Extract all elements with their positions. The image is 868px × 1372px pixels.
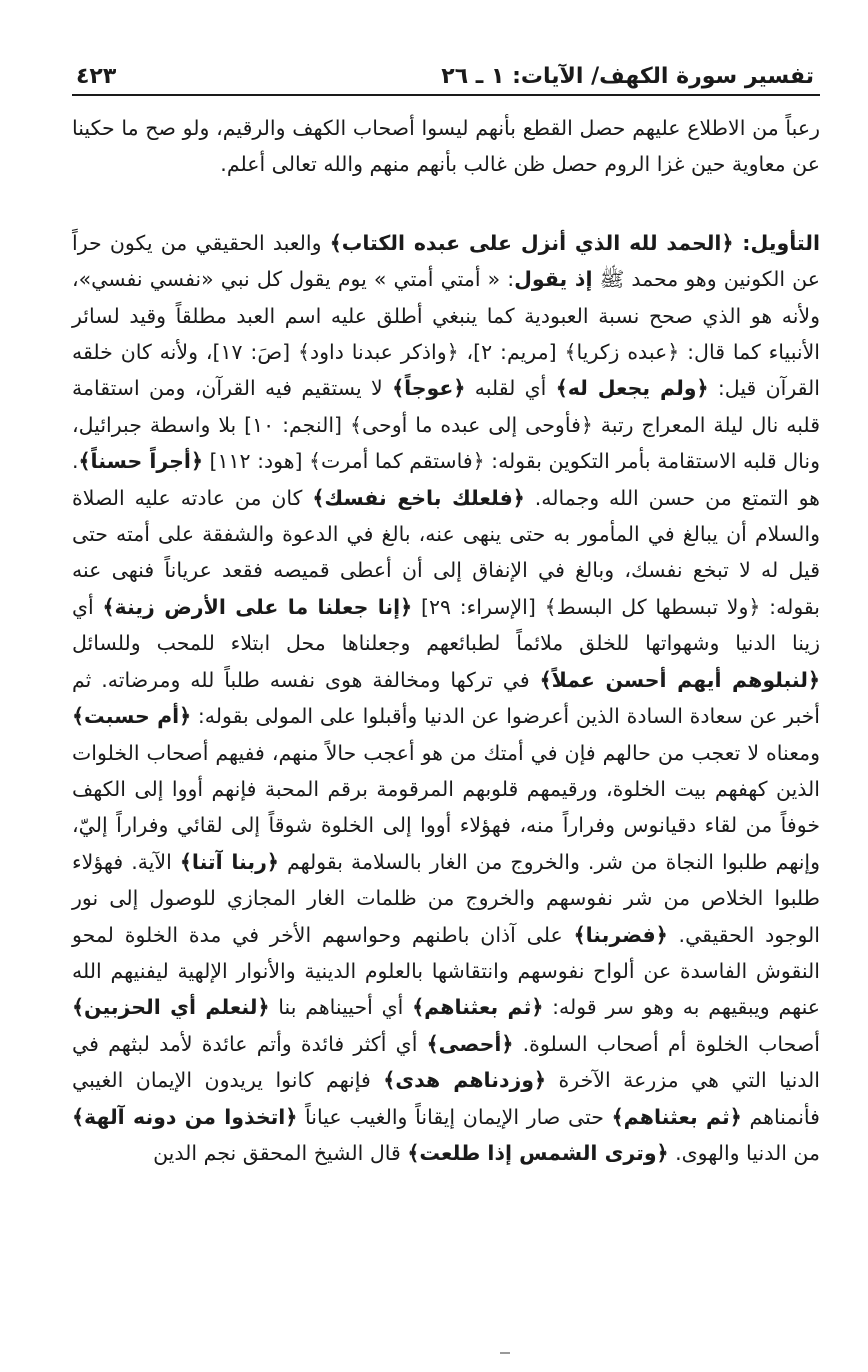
quran-quote: ﴿إنا جعلنا ما على الأرض زينة﴾ bbox=[102, 594, 413, 619]
scan-mark bbox=[500, 1352, 510, 1354]
body-text: أصحاب الخلوة أم أصحاب السلوة. bbox=[513, 1031, 820, 1056]
body-text: على آذان باطنهم وحواسهم الأخر في مدة الخلوة لمحو النقوش الفاسدة عن ألواح نفوسهم وانتقاشها بالعلوم الدينية والأنوار الإلهية ليفنيهم الله عنهم ويبقيهم به وهو سر قوله: bbox=[72, 922, 820, 1020]
body-text: . هو التمتع من حسن الله وجماله. bbox=[72, 449, 820, 510]
quran-quote: ﴿لنعلم أي الحزبين﴾ bbox=[72, 995, 270, 1020]
body-text: لا يستقيم فيه القرآن، ومن استقامة قلبه نال ليلة المعراج رتبة ﴿فأوحى إلى عبده ما أوحى﴾ [النجم: ١٠] بلا واسطة جبرائيل، ونال قلبه الاستقامة بأمر التكوين بقوله: ﴿فاستقم كما أمرت﴾ [هود: ١١٢] bbox=[72, 376, 820, 474]
quran-quote: ﴿وزدناهم هدى﴾ bbox=[383, 1068, 547, 1093]
quran-quote: ﴿وترى الشمس إذا طلعت﴾ bbox=[407, 1140, 669, 1165]
body-text: قال الشيخ المحقق نجم الدين bbox=[153, 1140, 408, 1165]
body-text: ومعناه لا تعجب من حالهم فإن في أمتك من هو أعجب حالاً منهم، ففيهم أصحاب الخلوات الذين كهفهم بيت الخلوة، ورقيمهم قلوبهم المرقومة برقم المحبة فإنهم أووا إلى الكهف خوفاً من لقاء دقيانوس وفراراً منه، فهؤلاء أووا إلى الخلوة شوقاً إلى لقائي وفراراً إليّ، وإنهم طلبوا النجاة من شر. والخروج من الغار بالسلامة بقولهم bbox=[72, 740, 821, 874]
chapter-title: تفسير سورة الكهف/ الآيات: ١ ـ ٢٦ bbox=[441, 64, 814, 89]
quran-quote: ﴿فضربنا﴾ bbox=[573, 922, 668, 947]
section-label: التأويل: bbox=[733, 230, 820, 255]
paragraph-tawil bbox=[72, 225, 820, 1172]
body-text: حتى صار الإيمان إيقاناً والغيب عياناً bbox=[297, 1104, 612, 1129]
quran-quote: ﴿أجراً حسناً﴾ bbox=[78, 449, 203, 474]
quran-quote: ﴿ثم بعثناهم﴾ bbox=[611, 1104, 742, 1129]
body-text: : « أمتي أمتي » يوم يقول كل نبي «نفسي نفسي»، ولأنه هو الذي صحح نسبة العبودية كما ينبغي أطلق عليه اسم العبد مطلقاً وقيد لسائر الأنبياء كما قال: ﴿عبده زكريا﴾ [مريم: ٢]، ﴿واذكر عبدنا داود﴾ [صَ: ١٧]، ولأنه كان خلقه القرآن قيل: bbox=[72, 267, 820, 401]
body-text: أي أحييناهم بنا bbox=[269, 995, 413, 1020]
body-text: في تركها ومخالفة هوى نفسه طلباً لله ومرضاته. ثم أخبر عن سعادة السادة الذين أعرضوا عن الدنيا وأقبلوا على المولى بقوله: bbox=[72, 667, 820, 729]
quran-quote: ﴿الحمد لله الذي أنزل على عبده الكتاب﴾ bbox=[329, 230, 734, 255]
page-number: ٤٢٣ bbox=[76, 64, 117, 89]
quote-phrase: إذ يقول bbox=[514, 267, 593, 292]
body-text: كان من عادته عليه الصلاة والسلام أن يبالغ في المأمور به حتى ينهى عنه، بالغ في الدعوة والشفقة على أمته حتى قيل له لا تبخع نفسك، وبالغ في الإنفاق إلى أن أعطى قميصه فقعد عرياناً فنهى عنه بقوله: ﴿ولا تبسطها كل البسط﴾ [الإسراء: ٢٩] bbox=[72, 485, 820, 619]
paragraph-continuation bbox=[72, 110, 820, 183]
body-text: والعبد الحقيقي من يكون حراً عن الكونين وهو محمد ﷺ bbox=[72, 230, 820, 292]
body-text: أي زينا الدنيا وشهواتها للخلق ملائماً لطبائعهم وجعلناها محل ابتلاء للمحب وللسائل bbox=[72, 594, 820, 656]
running-header bbox=[72, 58, 820, 96]
body-text: من الدنيا والهوى. bbox=[668, 1140, 820, 1165]
book-page bbox=[72, 58, 820, 1348]
quran-quote: ﴿ولم يجعل له﴾ bbox=[555, 376, 709, 401]
quran-quote: ﴿أم حسبت﴾ bbox=[72, 704, 192, 729]
body-text: أي أكثر فائدة وأتم عائدة لأمد لبثهم في الدنيا التي هي مزرعة الآخرة bbox=[72, 1031, 820, 1093]
quran-quote: ﴿عوجاً﴾ bbox=[392, 376, 466, 401]
paragraph-text: رعباً من الاطلاع عليهم حصل القطع بأنهم ليسوا أصحاب الكهف والرقيم، ولو صح ما حكينا عن معاوية حين غزا الروم حصل ظن غالب بأنهم منهم والله تعالى أعلم. bbox=[72, 116, 820, 177]
body-text: الآية. فهؤلاء طلبوا الخلاص من شر نفوسهم والخروج من ظلمات الغار المجازي للوصول إلى نور الوجود الحقيقي. bbox=[72, 849, 820, 947]
quran-quote: ﴿ثم بعثناهم﴾ bbox=[412, 995, 544, 1020]
quran-quote: ﴿اتخذوا من دونه آلهة﴾ bbox=[72, 1104, 298, 1129]
body-text: فإنهم كانوا يريدون الإيمان الغيبي فأنمناهم bbox=[72, 1068, 820, 1129]
quran-quote: ﴿ربنا آتنا﴾ bbox=[179, 849, 279, 874]
quran-quote: ﴿فلعلك باخع نفسك﴾ bbox=[312, 485, 525, 510]
quran-quote: ﴿لنبلوهم أيهم أحسن عملاً﴾ bbox=[539, 667, 820, 692]
body-text: أي لقلبه bbox=[465, 376, 556, 401]
quran-quote: ﴿أحصى﴾ bbox=[426, 1031, 514, 1056]
